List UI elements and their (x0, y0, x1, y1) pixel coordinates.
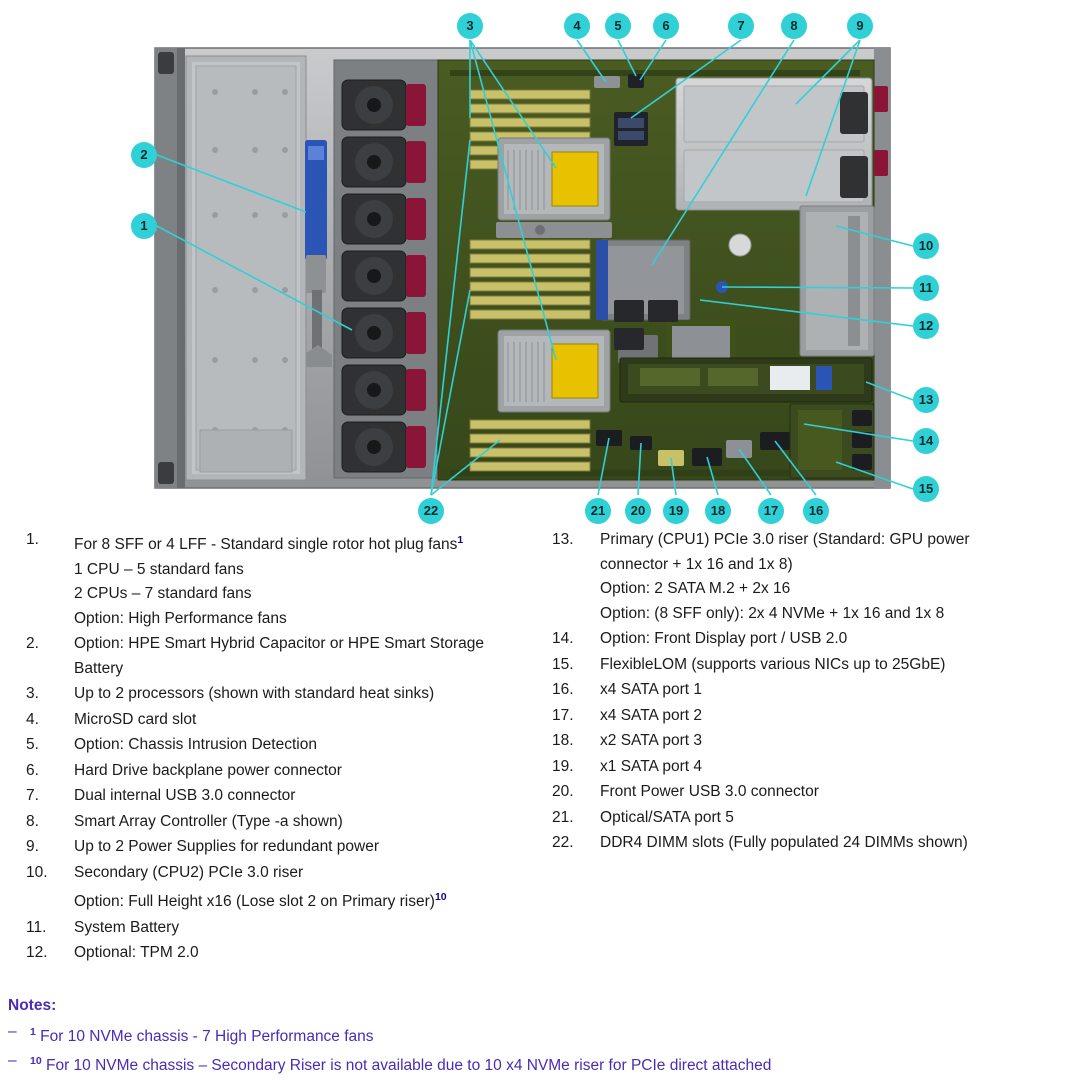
legend-item-number: 6. (26, 761, 39, 779)
flexiblelom (790, 404, 874, 478)
footnote-marker: 10 (434, 891, 447, 904)
legend-item-line: System Battery (74, 918, 180, 936)
callout-6[interactable]: 6 (653, 13, 679, 39)
legend-item-number: 19. (552, 757, 574, 775)
legend-item-line: MicroSD card slot (74, 710, 197, 728)
legend-item-text (600, 678, 702, 703)
legend-item-line: Dual internal USB 3.0 connector (74, 787, 296, 805)
legend-item-text (74, 528, 463, 631)
legend-item-line: x1 SATA port 4 (600, 757, 702, 775)
legend-item-text (74, 810, 343, 835)
legend-item-number: 18. (552, 732, 574, 749)
legend-item-line: Option: 2 SATA M.2 + 2x 16 (600, 580, 791, 597)
legend-item-number: 22. (552, 834, 574, 851)
legend-item-text (600, 627, 847, 652)
note-row-2 (8, 1049, 1072, 1078)
legend-item-number: 1. (26, 531, 39, 548)
notes-title: Notes: (8, 997, 57, 1014)
callout-17[interactable]: 17 (758, 498, 784, 524)
legend-item-line: x4 SATA port 2 (600, 706, 702, 724)
legend-item-line: Battery (74, 659, 124, 677)
legend-item-line: x4 SATA port 1 (600, 681, 702, 698)
power-supplies (676, 78, 888, 210)
legend-item-number: 14. (552, 630, 574, 647)
legend-column-left (10, 528, 540, 967)
callout-16[interactable]: 16 (803, 498, 829, 524)
legend-item-number: 2. (26, 635, 39, 653)
legend-item-7 (18, 784, 540, 809)
legend-item-text (74, 861, 447, 915)
footnote-marker: 1 (30, 1026, 36, 1038)
legend-item-line: Primary (CPU1) PCIe 3.0 riser (Standard: GPU power (600, 531, 970, 548)
legend-item-number: 21. (552, 808, 574, 826)
legend-item-text (74, 759, 342, 784)
legend-item-text (74, 784, 295, 809)
legend-item-13 (544, 528, 1070, 626)
legend-item-17 (544, 704, 1070, 729)
callout-2[interactable]: 2 (131, 142, 157, 168)
legend-item-line: FlexibleLOM (supports various NICs up to 25GbE) (600, 655, 946, 673)
callout-18[interactable]: 18 (705, 498, 731, 524)
callout-1[interactable]: 1 (131, 213, 157, 239)
legend-item-number: 4. (26, 710, 39, 728)
legend-item-2 (18, 632, 540, 681)
legend-item-number: 8. (26, 812, 39, 830)
legend-item-line: connector + 1x 16 and 1x 8) (600, 555, 793, 573)
note-text: $^{10}$ For 10 NVMe chassis – Secondary Riser is not available due to 10 x4 NVMe riser for PCIe direct attached (30, 1055, 772, 1075)
legend-item-19 (544, 755, 1070, 780)
server-illustration (0, 0, 1080, 525)
legend-item-text (74, 682, 434, 707)
callout-9[interactable]: 9 (847, 13, 873, 39)
legend-item-line: Smart Array Controller (Type -a shown) (74, 812, 343, 830)
notes-section (8, 995, 1072, 1078)
callout-21[interactable]: 21 (585, 498, 611, 524)
legend-item-text (74, 835, 379, 860)
note-row-1 (8, 1020, 1072, 1049)
legend-item-18 (544, 729, 1070, 754)
legend-item-text (600, 653, 945, 678)
legend-item-line: Secondary (CPU2) PCIe 3.0 riser (74, 863, 304, 881)
legend-item-10 (18, 861, 540, 915)
primary-riser (620, 358, 872, 402)
legend-item-line: Option: Front Display port / USB 2.0 (600, 630, 848, 647)
legend-item-6 (18, 759, 540, 784)
legend-item-5 (18, 733, 540, 758)
legend-item-line: Up to 2 processors (shown with standard heat sinks) (74, 685, 435, 703)
callout-19[interactable]: 19 (663, 498, 689, 524)
legend-item-text (600, 755, 702, 780)
legend-item-number: 12. (26, 944, 48, 962)
legend-item-number: 17. (552, 706, 574, 724)
legend-item-number: 15. (552, 655, 574, 673)
note-dash: – (8, 1052, 17, 1070)
legend-item-number: 3. (26, 685, 39, 703)
legend-item-text (74, 941, 199, 966)
legend-item-number: 10. (26, 863, 48, 881)
legend-item-text (74, 916, 179, 941)
legend-item-line: Option: Full Height x16 (Lose slot 2 on Primary riser)$^{10}$ (74, 891, 447, 911)
legend-item-22 (544, 831, 1070, 856)
legend-item-21 (544, 806, 1070, 831)
callout-22[interactable]: 22 (418, 498, 444, 524)
callout-14[interactable]: 14 (913, 428, 939, 454)
legend-item-20 (544, 780, 1070, 805)
legend-item-text (600, 780, 819, 805)
callout-5[interactable]: 5 (605, 13, 631, 39)
legend-item-text (74, 632, 484, 681)
footnote-marker: 10 (30, 1055, 42, 1068)
notes-list (8, 1020, 1072, 1078)
legend-item-line: Optical/SATA port 5 (600, 808, 734, 826)
legend-item-line: Optional: TPM 2.0 (74, 944, 199, 962)
legend-item-8 (18, 810, 540, 835)
callout-20[interactable]: 20 (625, 498, 651, 524)
callout-3[interactable]: 3 (457, 13, 483, 39)
legend-item-text (600, 704, 702, 729)
legend-item-12 (18, 941, 540, 966)
fan-wall (334, 60, 438, 478)
legend-item-text (600, 528, 970, 626)
legend-item-line: Option: High Performance fans (74, 609, 287, 627)
legend-item-line: DDR4 DIMM slots (Fully populated 24 DIMMs shown) (600, 834, 968, 851)
legend-item-line: 2 CPUs – 7 standard fans (74, 585, 252, 603)
legend-column-right (540, 528, 1070, 967)
legend-item-text (600, 729, 702, 754)
legend-item-line: Option: (8 SFF only): 2x 4 NVMe + 1x 16 and 1x 8 (600, 604, 945, 622)
legend-item-line: Up to 2 Power Supplies for redundant power (74, 838, 380, 856)
legend-item-text (74, 708, 196, 733)
legend-item-16 (544, 678, 1070, 703)
note-dash: – (8, 1023, 17, 1040)
legend-item-text (600, 831, 968, 856)
legend-item-line: Option: Chassis Intrusion Detection (74, 736, 317, 754)
processor-2 (498, 330, 610, 412)
legend-item-number: 13. (552, 531, 574, 548)
callout-10[interactable]: 10 (913, 233, 939, 259)
legend-item-number: 5. (26, 736, 39, 754)
secondary-riser (800, 206, 874, 356)
callout-12[interactable]: 12 (913, 313, 939, 339)
callout-15[interactable]: 15 (913, 476, 939, 502)
legend-item-1 (18, 528, 540, 631)
drive-bay-area (186, 56, 306, 480)
legend-item-4 (18, 708, 540, 733)
callout-8[interactable]: 8 (781, 13, 807, 39)
note-text: $^1$ For 10 NVMe chassis - 7 High Performance fans (30, 1026, 374, 1046)
footnote-marker: 1 (457, 534, 464, 546)
callout-4[interactable]: 4 (564, 13, 590, 39)
legend-item-9 (18, 835, 540, 860)
legend-item-line: For 8 SFF or 4 LFF - Standard single rotor hot plug fans$^1$ (74, 534, 464, 554)
legend-item-line: Hard Drive backplane power connector (74, 761, 342, 779)
processor-1 (496, 138, 612, 238)
legend-item-11 (18, 916, 540, 941)
legend-item-line: Front Power USB 3.0 connector (600, 783, 819, 800)
legend-item-number: 9. (26, 838, 39, 856)
legend (0, 528, 1080, 967)
legend-item-3 (18, 682, 540, 707)
legend-item-number: 11. (26, 918, 47, 936)
callout-7[interactable]: 7 (728, 13, 754, 39)
legend-item-15 (544, 653, 1070, 678)
legend-item-14 (544, 627, 1070, 652)
callout-13[interactable]: 13 (913, 387, 939, 413)
legend-item-number: 16. (552, 681, 574, 698)
legend-item-text (74, 733, 317, 758)
legend-item-number: 20. (552, 783, 574, 800)
callout-11[interactable]: 11 (913, 275, 939, 301)
legend-item-line: Option: HPE Smart Hybrid Capacitor or HPE Smart Storage (74, 635, 485, 653)
legend-item-line: 1 CPU – 5 standard fans (74, 560, 244, 578)
legend-item-number: 7. (26, 787, 39, 805)
legend-item-line: x2 SATA port 3 (600, 732, 702, 749)
legend-item-text (600, 806, 734, 831)
